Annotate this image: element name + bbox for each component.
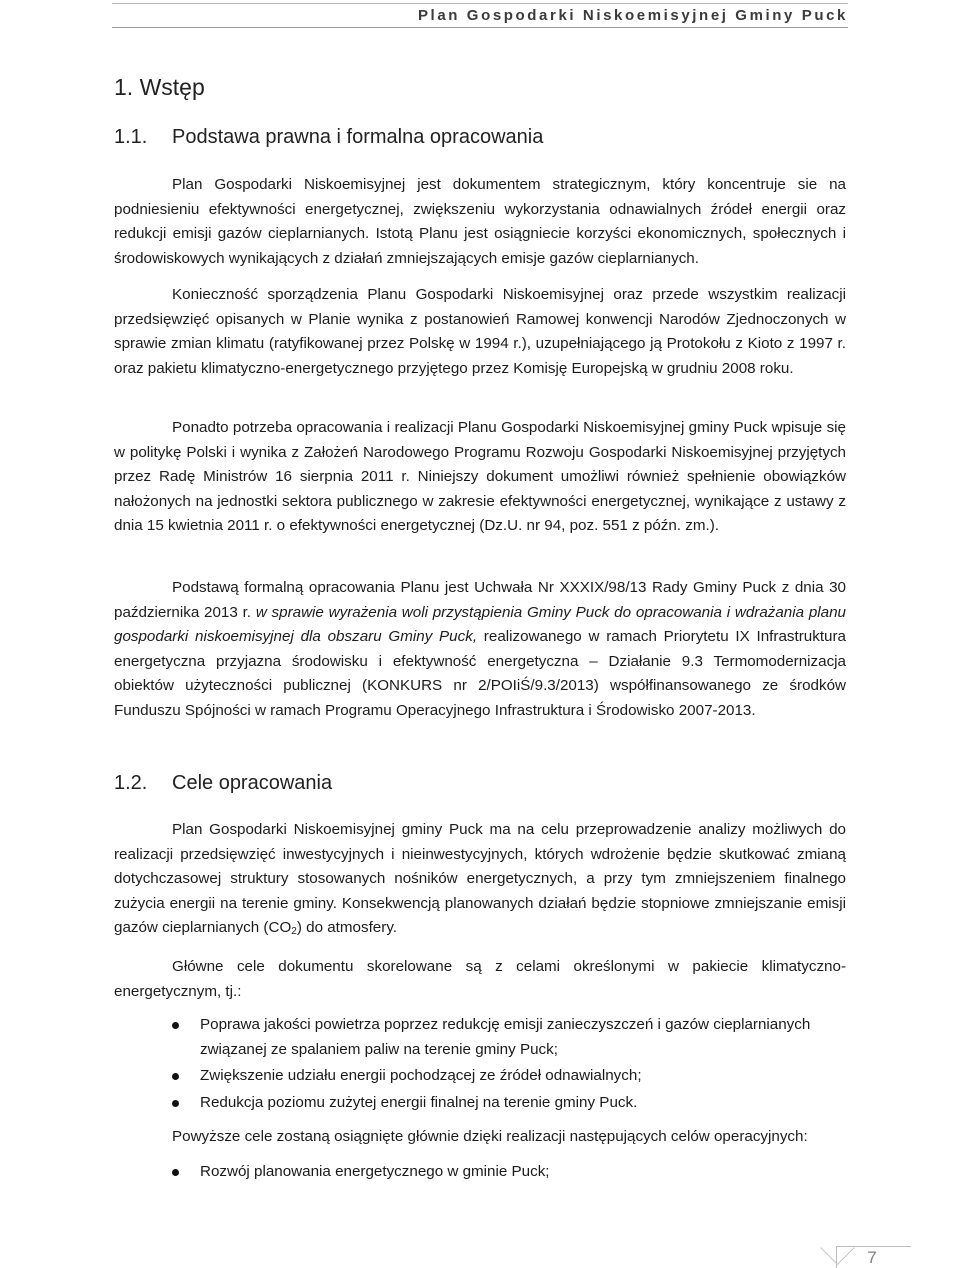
- paragraph-necessity: Konieczność sporządzenia Planu Gospodarki Niskoemisyjnej oraz przede wszystkim realizacji przedsięwzięć opisanych w Planie wynika z postanowień Ramowej konwencji Narodów Zjednoczonych w sprawie zmian klimatu (ratyfikowanej przez Polskę w 1994 r.), uzupełniającego ją Protokołu z Kioto z 1997 r. oraz pakietu klimatyczno-energetycznego przyjętego przez Komisję Europejską w grudniu 2008 roku.: [114, 286, 846, 377]
- co2-subscript: 2: [291, 926, 297, 938]
- paragraph-main-goals: Główne cele dokumentu skorelowane są z celami określonymi w pakiecie klimatyczno-energetycznym, tj.:: [114, 958, 846, 1000]
- paragraph-formal-basis: [114, 576, 846, 724]
- header-rule-top: [112, 3, 848, 4]
- page-number: 7: [867, 1248, 877, 1267]
- formal-basis-text-a: Podstawą formalną opracowania Planu jest Uchwała Nr XXXIX/98/13 Rady Gminy Puck z dnia 30 października 2013 r.: [114, 579, 846, 621]
- list-item: Zwiększenie udziału energii pochodzącej ze źródeł odnawialnych;: [114, 1064, 846, 1089]
- goals-intro-text-a: Plan Gospodarki Niskoemisyjnej gminy Puck ma na celu przeprowadzenie analizy możliwych do realizacji przedsięwzięć inwestycyjnych i nieinwestycyjnych, których wdrożenie będzie skutkować zmianą dotychczasowej struktury stosowanych nośników energetycznych, a przy tym zmniejszeniem finalnego zużycia energii na terenie gminy. Konsekwencją planowanych działań będzie stopniowe zmniejszanie emisji gazów cieplarnianych (CO: [114, 821, 846, 937]
- running-header: Plan Gospodarki Niskoemisyjnej Gminy Puck: [417, 7, 848, 24]
- section-1-2-number: 1.2.: [114, 772, 148, 794]
- section-1-2-title: Cele opracowania: [172, 772, 333, 794]
- section-1-2-heading: [114, 772, 332, 795]
- paragraph-operational-goals: Powyższe cele zostaną osiągnięte głównie dzięki realizacji następujących celów operacyjnych:: [172, 1128, 808, 1145]
- formal-basis-resolution-title: w sprawie wyrażenia woli przystąpienia Gminy Puck do opracowania i wdrażania planu gospodarki niskoemisyjnej dla obszaru Gminy Puck,: [114, 603, 847, 646]
- formal-basis-text-c: realizowanego w ramach Priorytetu IX Infrastruktura energetyczna przyjazna środowisku i efektywność energetyczna – Działanie 9.3 Termomodernizacja obiektów użyteczności publicznej (KONKURS nr 2/POIiŚ/9.3/2013) współfinansowanego ze środków Funduszu Spójności w ramach Programu Operacyjnego Infrastruktura i Środowisko 2007-2013.: [114, 628, 846, 719]
- header-rule-bottom: [112, 27, 848, 28]
- goals-list: [114, 1013, 846, 1117]
- section-1-1-heading: [114, 126, 543, 149]
- section-1-1-number: 1.1.: [114, 126, 148, 148]
- paragraph-policy: Ponadto potrzeba opracowania i realizacji Planu Gospodarki Niskoemisyjnej gminy Puck wpisuje się w politykę Polski i wynika z Założeń Narodowego Programu Rozwoju Gospodarki Niskoemisyjnej przyjętych przez Radę Ministrów 16 sierpnia 2011 r. Niniejszy dokument umożliwi również spełnienie obowiązków nałożonych na jednostki sektora publicznego w zakresie efektywności energetycznej, wynikające z ustawy z dnia 15 kwietnia 2011 r. o efektywności energetycznej (Dz.U. nr 94, poz. 551 z późn. zm.).: [114, 419, 846, 535]
- paragraph-intro: Plan Gospodarki Niskoemisyjnej jest dokumentem strategicznym, który koncentruje sie na podniesieniu efektywności energetycznej, zwiększeniu wykorzystania odnawialnych źródeł energii oraz redukcji emisji gazów cieplarnianych. Istotą Planu jest osiągniecie korzyści ekonomicznych, społecznych i środowiskowych wynikających z działań zmniejszających emisje gazów cieplarnianych.: [114, 176, 846, 267]
- operational-goals-list: [114, 1160, 846, 1187]
- list-item: Poprawa jakości powietrza poprzez redukcję emisji zanieczyszczeń i gazów cieplarnianych związanej ze spalaniem paliw na terenie gminy Puck;: [114, 1013, 846, 1062]
- section-1-heading: 1. Wstęp: [114, 74, 205, 100]
- list-item: Redukcja poziomu zużytej energii finalnej na terenie gminy Puck.: [114, 1091, 846, 1116]
- paragraph-goals-intro: [114, 818, 846, 941]
- goals-intro-text-b: ) do atmosfery.: [296, 919, 398, 937]
- section-1-1-title: Podstawa prawna i formalna opracowania: [172, 126, 544, 148]
- list-item: Rozwój planowania energetycznego w gminie Puck;: [114, 1160, 846, 1185]
